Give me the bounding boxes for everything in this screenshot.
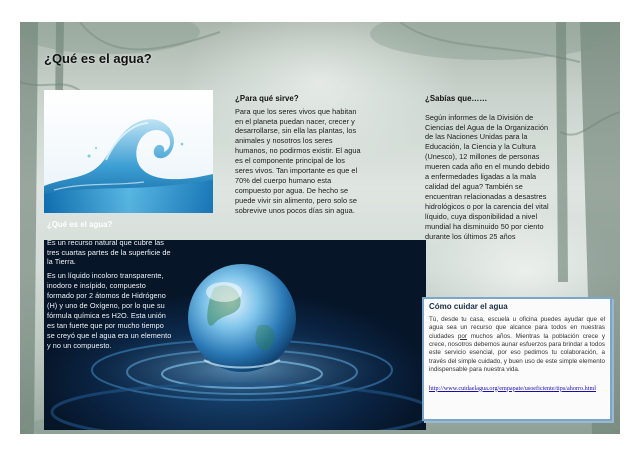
middle-body: Para que los seres vivos que habitan en el planeta puedan nacer, crecer y desarrollarse, sin ella las plantas, los animales y nosotros los seres humanos, no podirmos existir. El agua es el componente principal de los seres vivos. Tan importante es que el 70% del cuerpo humano esta compuesto por agua. De hecho se puede vivir sin alimento, pero solo se sobrevive unos pocos días sin agua.	[235, 106, 361, 215]
left-heading: ¿Qué es el agua?	[47, 220, 113, 229]
tip-title: Cómo cuidar el agua	[429, 302, 508, 311]
tip-body-underlined-word: por	[457, 332, 468, 340]
left-paragraph-1: Es un recurso natural que cubre las tres cuartas partes de la superficie de la Tierra.	[47, 237, 171, 267]
tip-body-start: Tú, desde tu casa, escuela u oficina puedes ayudar que el agua sea un recurso que alcance para todos en nuestras ciudades	[429, 316, 605, 340]
tip-source-link[interactable]: http://www.cuidaelagua.org/empapate/usoeficiente/tips/ahorro.html	[429, 384, 597, 392]
left-paragraph-2: Es un líquido incoloro transparente, inodoro e insípido, compuesto formado por 2 átomos de Hidrógeno (H) y uno de Oxígeno, por lo que su fórmula química es H2O. Esta unión es tan fuerte que por mucho tiempo se creyó que el agua era un elemento y no un compuesto.	[47, 271, 172, 350]
brochure-page	[20, 22, 620, 434]
right-column	[425, 94, 553, 246]
tip-box	[422, 297, 612, 421]
middle-heading: ¿Para qué sirve?	[235, 94, 299, 103]
right-body: Según informes de la División de Ciencias del Agua de la Organización de las Naciones Unidas para la Educación, la Ciencia y la Cultura (Unesco), 12 millones de personas mueren cada año en el mundo debido a enfermedades ligadas a la mala calidad del agua? También se encuentran relacionadas a desastres hidrológicos o por la carencia del vital líquido, cuya disponibilidad a nivel mundial ha disminuido 50 por ciento durante los últimos 25 años	[425, 112, 550, 241]
tip-body	[429, 316, 605, 375]
left-column	[47, 220, 173, 355]
tip-body-end: muchos años. Mientras la población crece y crece, nosotros debemos aunar esfuerzos para brindar a todos este servicio esencial, por eso pedimos tu colaboración, a través del simple cuidado, y buen uso de este simple elemento indispensable para nuestra vida.	[429, 332, 605, 374]
water-wave-image	[44, 90, 213, 213]
water-wave-icon	[44, 90, 213, 213]
middle-column	[235, 94, 365, 220]
right-heading: ¿Sabías que……	[425, 94, 488, 103]
page-title: ¿Qué es el agua?	[44, 51, 152, 66]
